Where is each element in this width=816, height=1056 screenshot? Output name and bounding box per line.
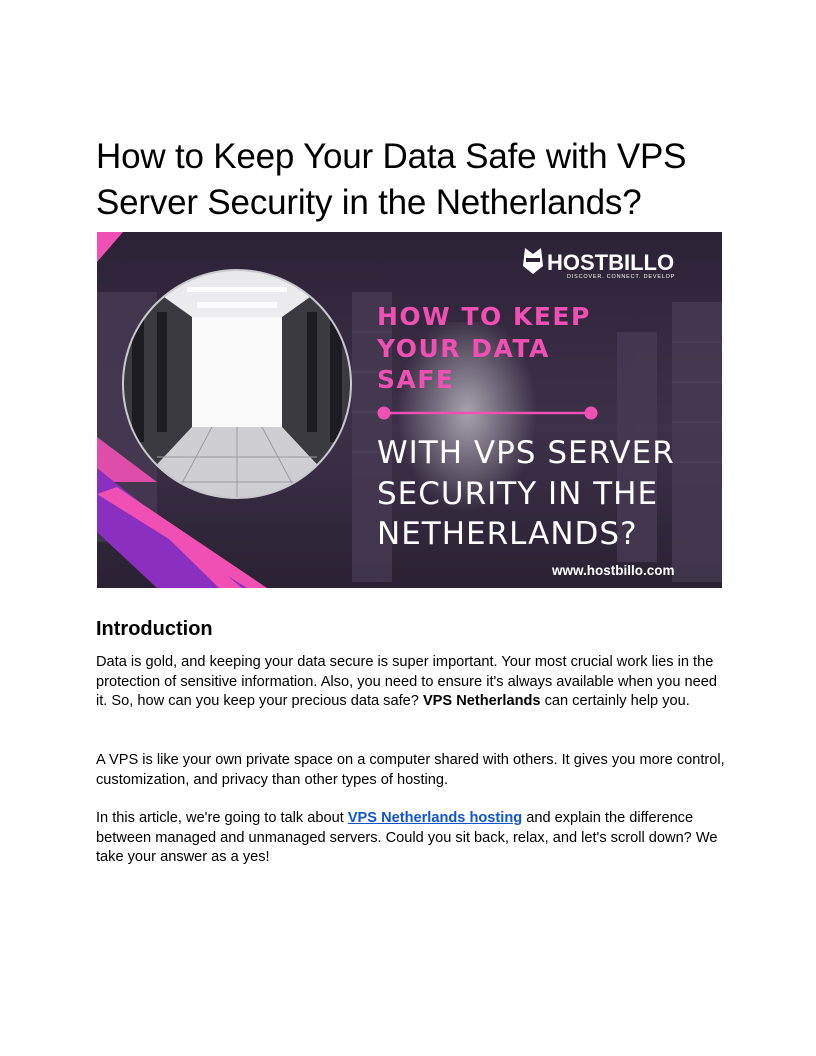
section-heading-introduction: Introduction [96,618,213,640]
p1-text-end: can certainly help you. [540,693,690,709]
vps-netherlands-bold: VPS Netherlands [422,693,541,709]
vps-netherlands-hosting-link[interactable]: VPS Netherlands hosting [347,810,523,826]
headline-line-3: SAFE [377,365,455,394]
subheadline-line-3: NETHERLANDS? [377,516,638,552]
headline-line-2: YOUR DATA [377,334,550,363]
intro-paragraph-2: A VPS is like your own private space on a computer shared with others. It gives you more control, customization, and privacy than other types of hosting. [96,752,725,788]
hero-banner-image [97,232,722,588]
page-title [96,134,736,226]
headline-line-1: HOW TO KEEP [377,302,591,331]
title-line-1: How to Keep Your Data Safe with VPS [96,137,687,176]
p1-text: Data is gold, and keeping your data secure is super important. Your most crucial work lies in the protection of sensitive information. Also, you need to ensure it's always available when you need it. So, how can you keep your precious data safe? [96,654,717,709]
subheadline-line-1: WITH VPS SERVER [377,435,675,471]
brand-tagline: DISCOVER. CONNECT. DEVELOP [567,274,676,280]
subheadline-line-2: SECURITY IN THE [377,476,659,512]
title-line-2: Server Security in the Netherlands? [96,183,642,222]
intro-paragraph-3 [96,809,726,868]
p3-text: In this article, we're going to talk about [96,810,348,826]
brand-name: HOSTBILLO [547,250,675,275]
p3-text-end: and explain the difference between managed and unmanaged servers. Could you sit back, relax, and let's scroll down? We take your answer as a yes! [96,810,718,865]
intro-paragraph-1 [96,653,726,712]
banner-url: www.hostbillo.com [552,563,675,578]
